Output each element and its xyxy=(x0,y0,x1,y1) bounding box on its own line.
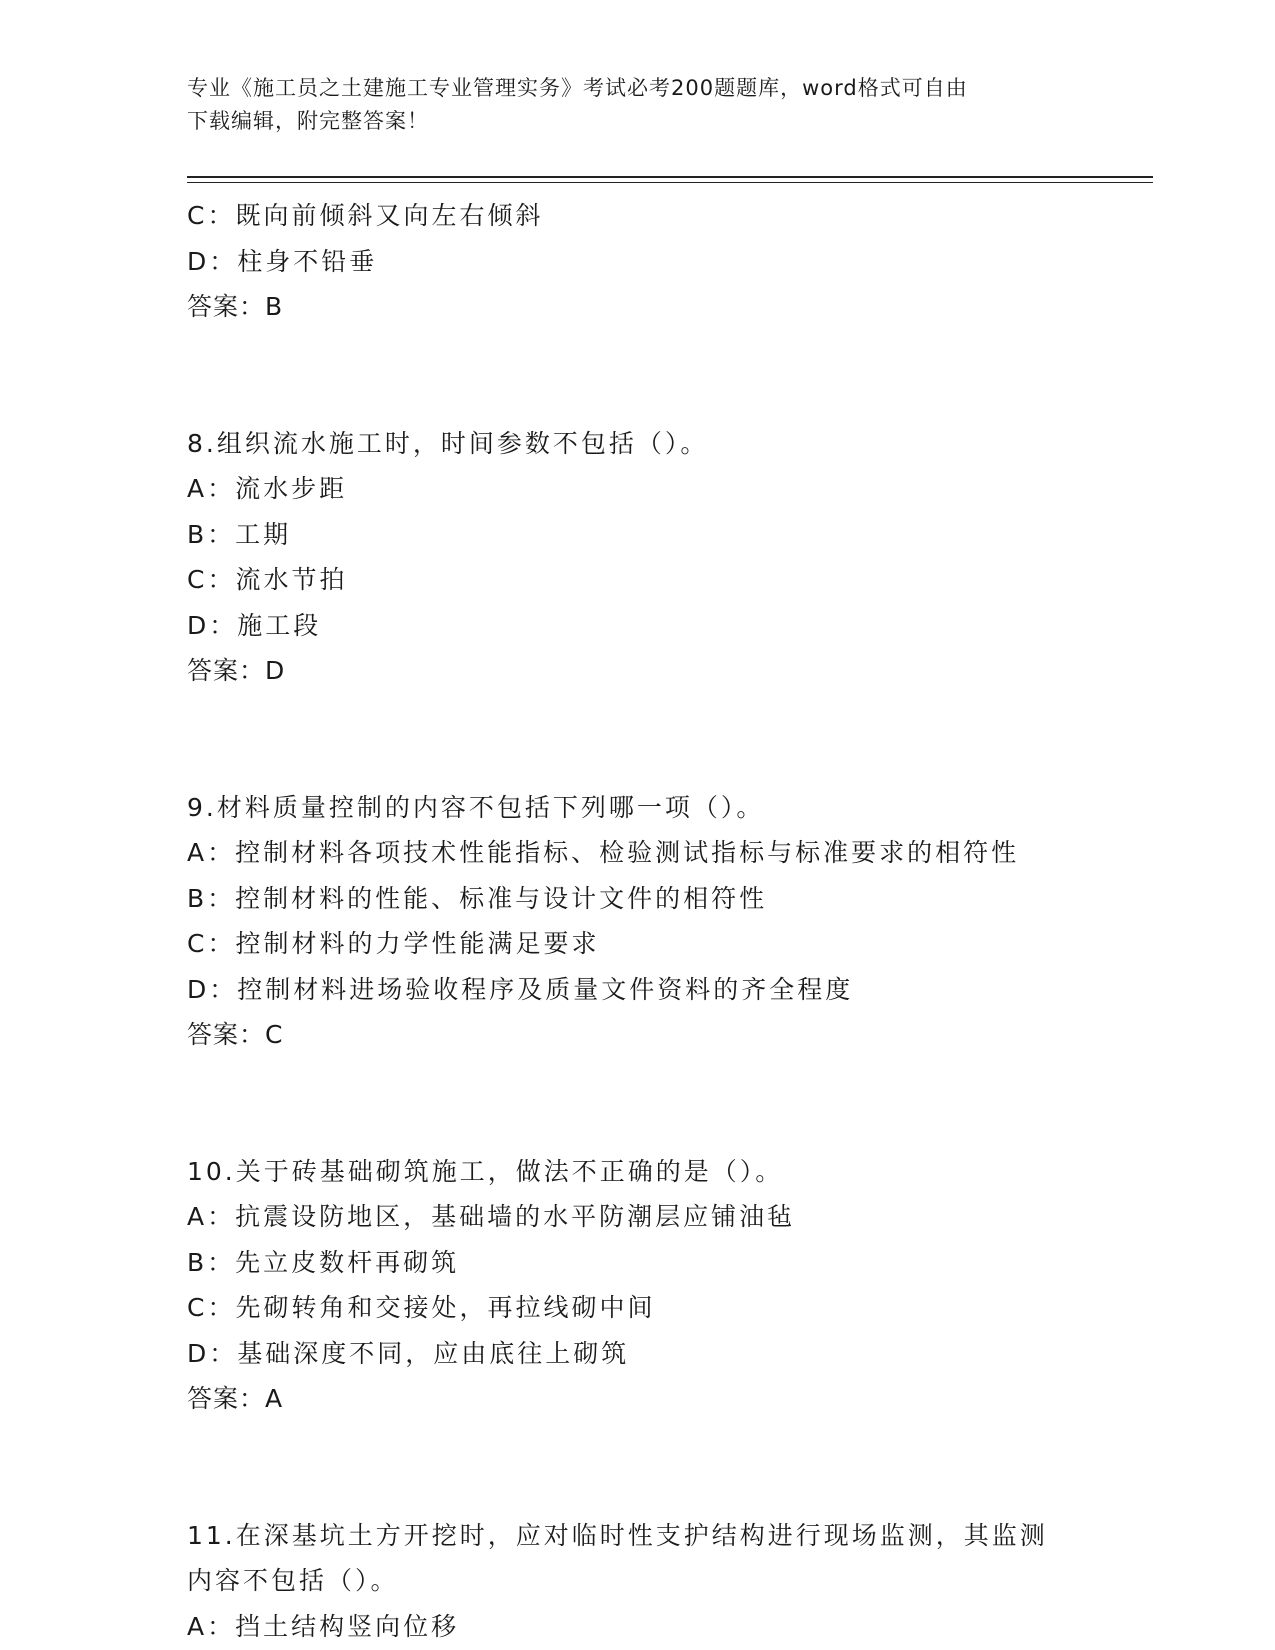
option-c: C：控制材料的力学性能满足要求 xyxy=(187,929,600,958)
question-7 xyxy=(187,193,1087,330)
option-a: A：流水步距 xyxy=(187,474,348,503)
document-body xyxy=(187,193,1087,1649)
option-a: A：抗震设防地区，基础墙的水平防潮层应铺油毡 xyxy=(187,1202,796,1231)
question-9 xyxy=(187,785,1087,1058)
question-8 xyxy=(187,421,1087,694)
document-header xyxy=(187,72,1067,138)
answer: 答案：B xyxy=(187,292,284,321)
option-d: D：施工段 xyxy=(187,610,322,640)
option-c: C：先砌转角和交接处，再拉线砌中间 xyxy=(187,1293,656,1322)
question-10 xyxy=(187,1149,1087,1422)
option-c: C：流水节拍 xyxy=(187,565,348,594)
question-11 xyxy=(187,1513,1087,1650)
option-d: D：控制材料进场验收程序及质量文件资料的齐全程度 xyxy=(187,974,854,1004)
header-divider-thick xyxy=(187,176,1153,178)
question-text: 8.组织流水施工时，时间参数不包括（）。 xyxy=(187,428,709,458)
option-d: D：柱身不铅垂 xyxy=(187,246,378,276)
option-a: A：控制材料各项技术性能指标、检验测试指标与标准要求的相符性 xyxy=(187,838,1020,867)
answer: 答案：D xyxy=(187,656,286,685)
question-text-line-2: 内容不包括（）。 xyxy=(187,1566,399,1595)
question-text: 10.关于砖基础砌筑施工，做法不正确的是（）。 xyxy=(187,1156,784,1186)
header-line-2: 下载编辑，附完整答案！ xyxy=(187,109,429,133)
option-b: B：工期 xyxy=(187,519,292,549)
option-d: D：基础深度不同，应由底往上砌筑 xyxy=(187,1338,630,1368)
option-b: B：先立皮数杆再砌筑 xyxy=(187,1247,460,1277)
question-text: 9.材料质量控制的内容不包括下列哪一项（）。 xyxy=(187,792,765,822)
answer: 答案：A xyxy=(187,1384,284,1413)
question-text-line-1: 11.在深基坑土方开挖时，应对临时性支护结构进行现场监测，其监测 xyxy=(187,1520,1048,1550)
answer: 答案：C xyxy=(187,1020,284,1049)
option-b: B：控制材料的性能、标准与设计文件的相符性 xyxy=(187,883,768,913)
option-c: C：既向前倾斜又向左右倾斜 xyxy=(187,201,544,230)
header-divider-thin xyxy=(187,182,1153,183)
header-line-1: 专业《施工员之土建施工专业管理实务》考试必考200题题库，word格式可自由 xyxy=(187,76,968,100)
option-a: A：挡土结构竖向位移 xyxy=(187,1611,460,1641)
